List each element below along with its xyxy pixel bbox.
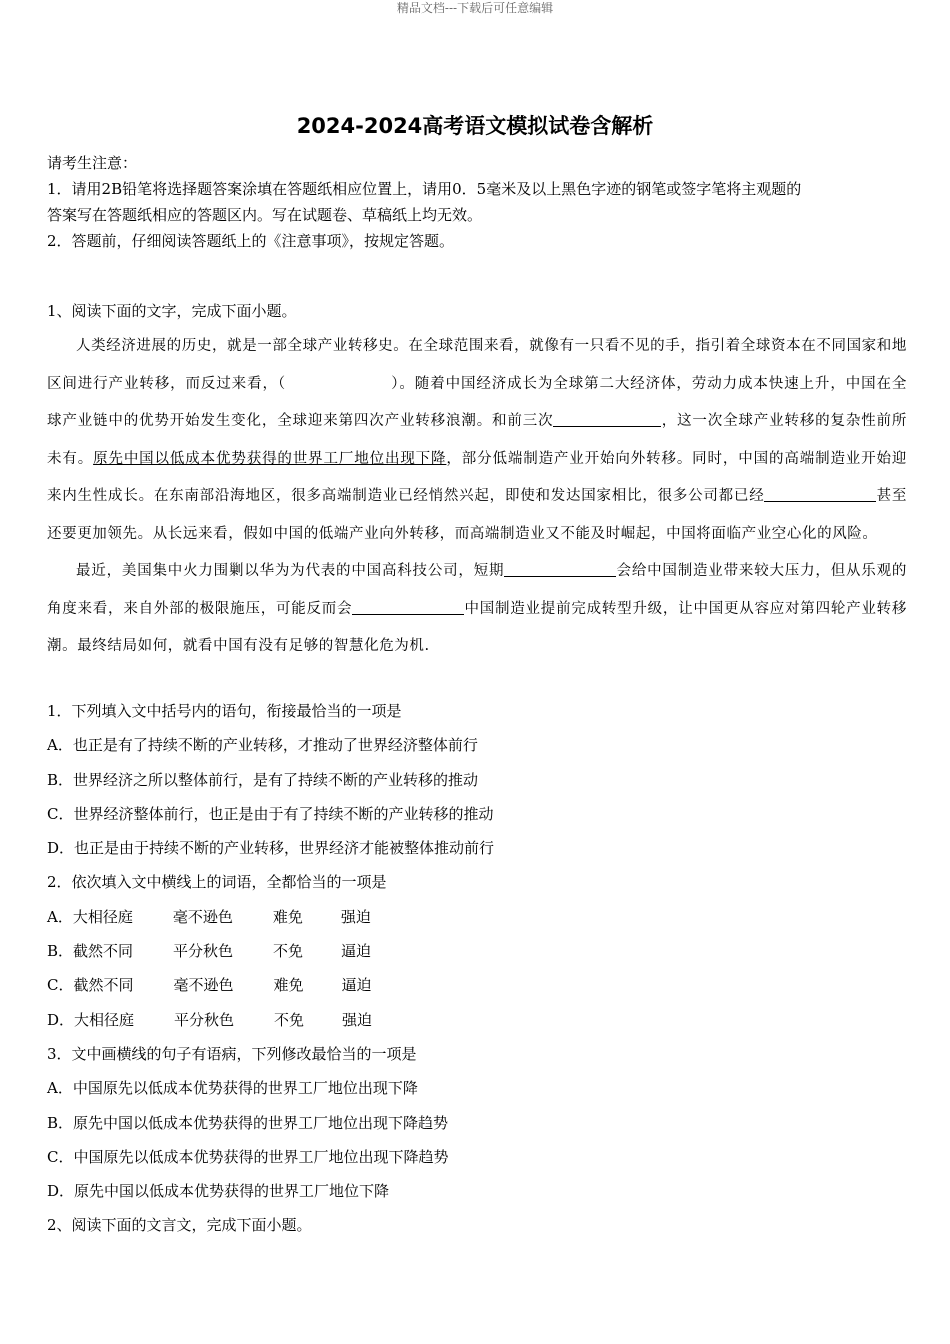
- question-3-option-a: A．中国原先以低成本优势获得的世界工厂地位出现下降: [47, 1079, 418, 1098]
- passage-text: ）。随着中国经济成长为全球第二大经济体，劳动力成本快速上升，中国在全球产业链中的优势开始发生变化，全球迎来第四次产业转移浪潮。和前三次: [47, 375, 907, 429]
- passage-text: 会给中国制造业带来较大压力，但从乐观的角度来看，来自外部的极限施压，可能反而会: [47, 563, 907, 617]
- question-2-option-d: [47, 1003, 907, 1037]
- notice-item-2: 2．答题前，仔细阅读答题纸上的《注意事项》，按规定答题。: [47, 232, 455, 250]
- reading-passage: [47, 328, 907, 666]
- section-1-heading: 1、阅读下面的文字，完成下面小题。: [47, 302, 297, 320]
- question-list: [47, 694, 907, 1243]
- fill-blank-4: [352, 599, 464, 615]
- passage-text: ，这一次全球产业转移的复杂性前所未有。: [47, 413, 908, 467]
- question-1-option-a: A．也正是有了持续不断的产业转移，才推动了世界经济整体前行: [47, 736, 478, 755]
- option-word: 平分秋色: [174, 1010, 235, 1029]
- option-word: 难免: [272, 907, 303, 926]
- notice-item-1-line-1: 1．请用2B铅笔将选择题答案涂填在答题纸相应位置上，请用0．5毫米及以上黑色字迹的钢笔或签字笔将主观题的: [47, 180, 802, 198]
- section-2-heading: 2、阅读下面的文言文，完成下面小题。: [47, 1216, 312, 1235]
- question-2-option-c: [47, 968, 907, 1002]
- option-word: 毫不逊色: [173, 976, 234, 995]
- question-2-stem: 2．依次填入文中横线上的词语，全都恰当的一项是: [47, 873, 387, 892]
- underlined-sentence: 原先中国以低成本优势获得的世界工厂地位出现下降: [93, 450, 447, 467]
- option-word: 逼迫: [341, 942, 372, 961]
- question-1-option-b: B．世界经济之所以整体前行，是有了持续不断的产业转移的推动: [47, 770, 479, 789]
- option-word: 毫不逊色: [172, 907, 233, 926]
- option-word: 不免: [273, 942, 304, 961]
- option-label: B．: [47, 942, 74, 961]
- passage-paragraph-2: [47, 553, 907, 666]
- passage-text: 甚至还要更加领先。从长远来看，假如中国的低端产业向外转移，而高端制造业又不能及时崛起，中国将面临产业空心化的风险。: [47, 488, 907, 542]
- question-1-option-d: D．也正是由于持续不断的产业转移，世界经济才能被整体推动前行: [47, 839, 495, 858]
- option-word: 截然不同: [73, 976, 134, 995]
- option-word: 难免: [273, 976, 304, 995]
- question-1-stem: 1．下列填入文中括号内的语句，衔接最恰当的一项是: [47, 702, 402, 720]
- question-2-option-b: [47, 934, 907, 968]
- passage-paragraph-1: [47, 328, 907, 553]
- option-word: 大相径庭: [74, 1010, 135, 1029]
- option-label: A．: [47, 907, 73, 926]
- fill-blank-2: [764, 487, 876, 503]
- fill-blank-1: [553, 412, 661, 428]
- notice-item-1-line-2: 答案写在答题纸相应的答题区内。写在试题卷、草稿纸上均无效。: [47, 206, 483, 224]
- fill-blank-3: [504, 562, 616, 578]
- question-3-option-b: B．原先中国以低成本优势获得的世界工厂地位出现下降趋势: [47, 1113, 449, 1132]
- option-word: 强迫: [340, 907, 371, 926]
- option-label: D．: [47, 1010, 75, 1029]
- option-word: 平分秋色: [173, 942, 234, 961]
- notice-heading: 请考生注意：: [47, 154, 138, 172]
- question-3-option-d: D．原先中国以低成本优势获得的世界工厂地位下降: [47, 1182, 390, 1201]
- question-3-option-c: C．中国原先以低成本优势获得的世界工厂地位出现下降趋势: [47, 1147, 449, 1166]
- passage-text: 中国制造业提前完成转型升级，让中国更从容应对第四轮产业转移潮。最终结局如何，就看中国有没有足够的智慧化危为机.: [47, 600, 907, 654]
- passage-text: ，部分低端制造产业开始向外转移。同时，中国的高端制造业开始迎来内生性成长。在东南部沿海地区，很多高端制造业已经悄然兴起，即使和发达国家相比，很多公司都已经: [47, 450, 907, 504]
- passage-text: 最近，美国集中火力围剿以华为为代表的中国高科技公司，短期: [76, 563, 505, 579]
- question-3-stem: 3．文中画横线的句子有语病，下列修改最恰当的一项是: [47, 1044, 417, 1063]
- option-word: 不免: [274, 1010, 305, 1029]
- passage-text: 人类经济进展的历史，就是一部全球产业转移史。在全球范围来看，就像有一只看不见的手，指引着全球资本在不同国家和地区间进行产业转移，而反过来看，（: [47, 338, 907, 392]
- exam-notice: [47, 150, 907, 254]
- option-word: 强迫: [342, 1010, 373, 1029]
- page-header-note: 精品文档---下载后可任意编辑: [396, 1, 554, 15]
- option-label: C．: [47, 976, 74, 995]
- option-word: 逼迫: [341, 976, 372, 995]
- question-2-option-a: [47, 900, 907, 934]
- document-title: 2024-2024高考语文模拟试卷含解析: [296, 114, 654, 138]
- option-word: 截然不同: [73, 942, 134, 961]
- question-1-option-c: C．世界经济整体前行，也正是由于有了持续不断的产业转移的推动: [47, 804, 494, 823]
- option-word: 大相径庭: [72, 907, 133, 926]
